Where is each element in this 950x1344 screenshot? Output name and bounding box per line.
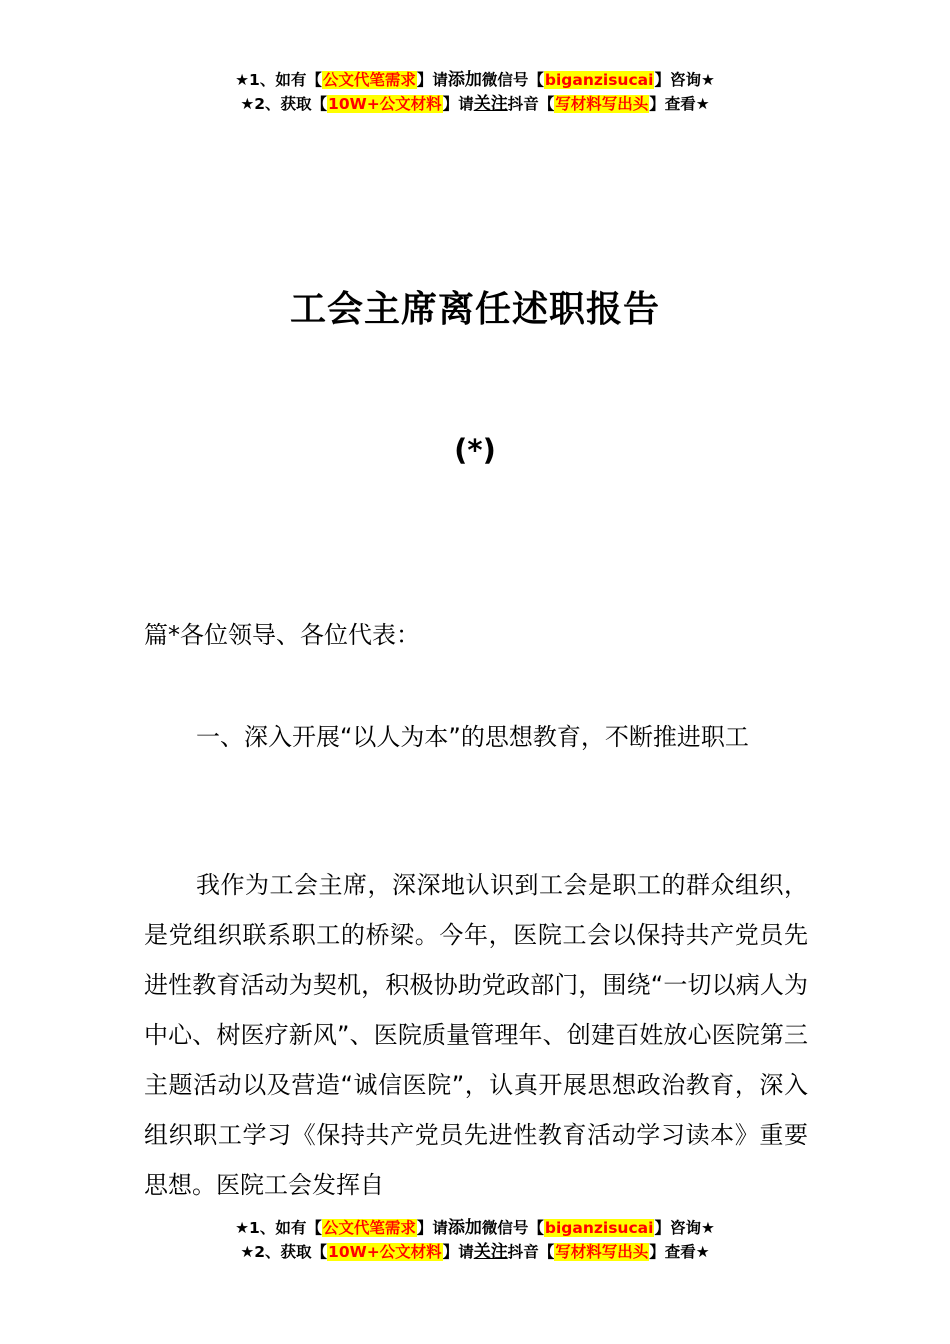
banner-text: ★1、如有【 <box>235 1219 322 1237</box>
banner-text: 微信号【 <box>481 71 544 89</box>
banner-text: 】请 <box>416 71 448 89</box>
banner-emphasis: 添加 <box>447 1218 482 1238</box>
banner-emphasis: 添加 <box>447 70 482 90</box>
footer-banner <box>0 1216 950 1264</box>
banner-text: ★1、如有【 <box>235 71 322 89</box>
section-heading: 一、深入开展“以人为本”的思想教育，不断推进职工 <box>196 723 749 751</box>
body-paragraph: 我作为工会主席，深深地认识到工会是职工的群众组织，是党组织联系职工的桥梁。今年，医院工会以保持共产党员先进性教育活动为契机，积极协助党政部门，围绕“一切以病人为中心、树医疗新风”、医院质量管理年、创建百姓放心医院第三主题活动以及营造“诚信医院”，认真开展思想政治教育，深入组织职工学习《保持共产党员先进性教育活动学习读本》重要思想。医院工会发挥自 <box>144 871 808 1199</box>
header-banner <box>0 68 950 116</box>
banner-highlight: biganzisucai <box>544 1219 654 1237</box>
banner-highlight: 10W+公文材料 <box>328 95 442 113</box>
salutation: 篇*各位领导、各位代表： <box>144 621 420 649</box>
banner-highlight: biganzisucai <box>544 71 654 89</box>
banner-line-1 <box>0 1216 950 1240</box>
banner-text: 抖音【 <box>507 1243 555 1261</box>
banner-emphasis: 关注 <box>473 1242 508 1262</box>
banner-text: 】查看★ <box>649 95 710 113</box>
banner-text: 】咨询★ <box>654 71 715 89</box>
document-title: 工会主席离任述职报告 <box>289 289 660 330</box>
banner-text: 】咨询★ <box>654 1219 715 1237</box>
document-subtitle: (*) <box>454 433 496 467</box>
banner-text: 抖音【 <box>507 95 555 113</box>
banner-text: 】查看★ <box>649 1243 710 1261</box>
banner-highlight: 写材料写出头 <box>555 1243 649 1261</box>
banner-text: 】请 <box>442 95 474 113</box>
banner-highlight: 公文代笔需求 <box>322 71 416 89</box>
banner-line-2 <box>0 1240 950 1264</box>
banner-highlight: 公文代笔需求 <box>322 1219 416 1237</box>
banner-text: 】请 <box>416 1219 448 1237</box>
banner-text: 】请 <box>442 1243 474 1261</box>
banner-text: 微信号【 <box>481 1219 544 1237</box>
banner-emphasis: 关注 <box>473 94 508 114</box>
banner-highlight: 写材料写出头 <box>555 95 649 113</box>
banner-text: ★2、获取【 <box>240 95 328 113</box>
banner-text: ★2、获取【 <box>240 1243 328 1261</box>
banner-line-1 <box>0 68 950 92</box>
banner-highlight: 10W+公文材料 <box>328 1243 442 1261</box>
banner-line-2 <box>0 92 950 116</box>
